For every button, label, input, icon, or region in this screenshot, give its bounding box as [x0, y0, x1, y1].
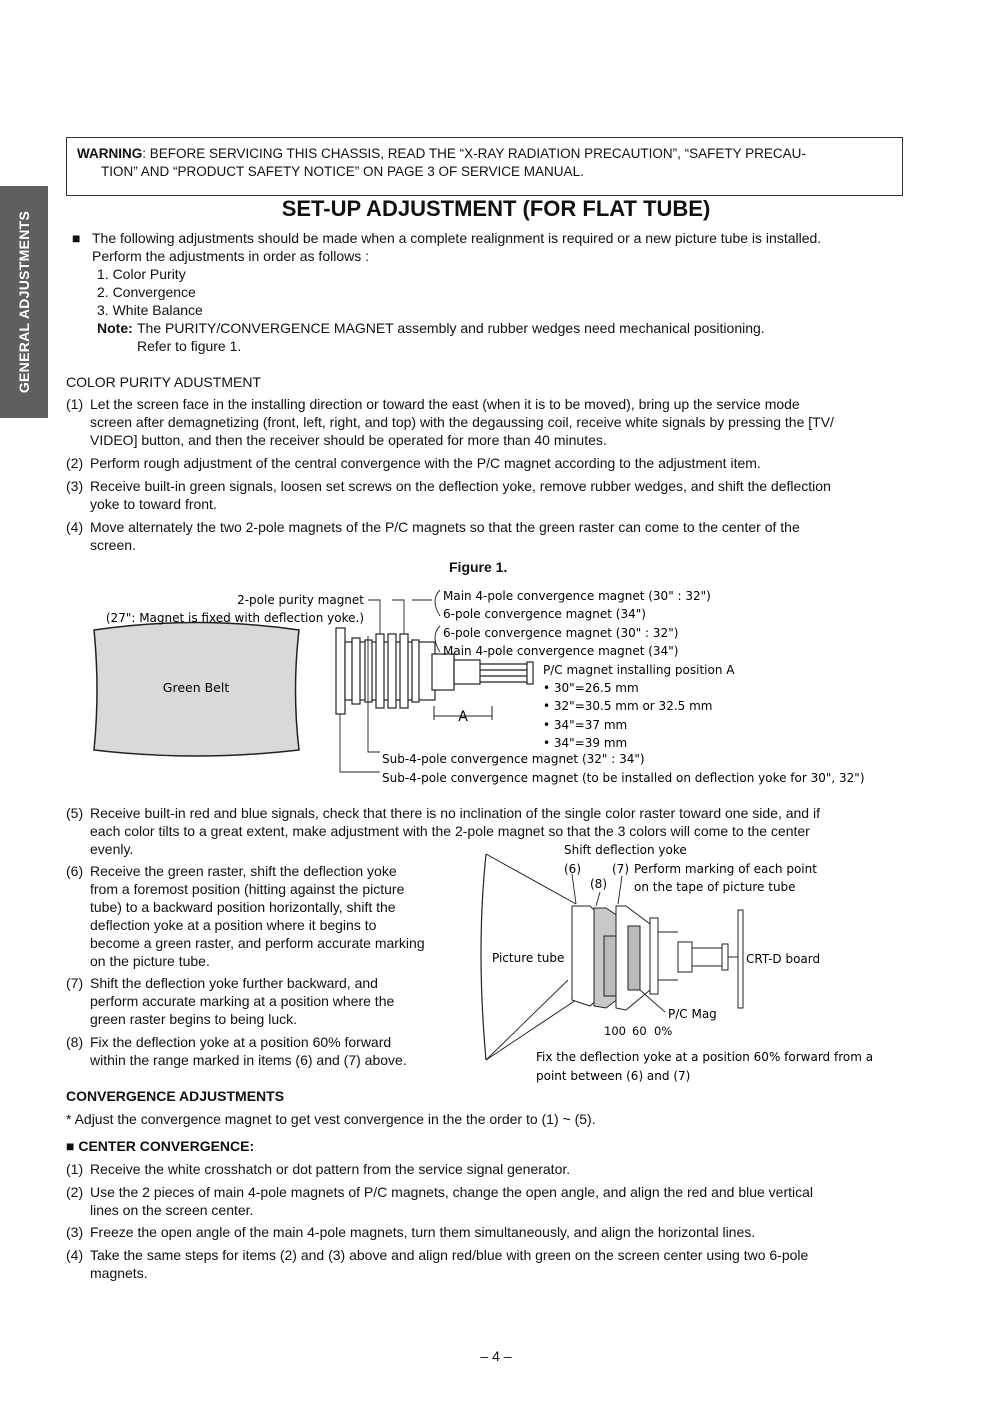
- intro-line-1: The following adjustments should be made when a complete realignment is required or a new picture tube is installed.: [92, 230, 822, 246]
- figure1-diagram: [0, 580, 992, 790]
- warning-line-1: WARNING: BEFORE SERVICING THIS CHASSIS, READ THE “X-RAY RADIATION PRECAUTION”, “SAFETY PRECAU-: [77, 146, 806, 161]
- pc-mag-label: P/C Mag: [668, 1007, 717, 1021]
- intro-bullet: ■: [72, 230, 81, 246]
- page-number: – 4 –: [480, 1348, 512, 1364]
- side-tab-label: GENERAL ADJUSTMENTS: [16, 210, 32, 394]
- warning-label: WARNING: [77, 146, 143, 161]
- figure2-diagram: [480, 840, 900, 1090]
- pc-value: • 34"=37 mm: [543, 718, 628, 732]
- note-line-2: Refer to figure 1.: [137, 338, 242, 354]
- purity-heading: COLOR PURITY ADUSTMENT: [66, 374, 261, 390]
- step-item: 3. White Balance: [97, 302, 203, 318]
- pc-value: • 34"=39 mm: [543, 736, 628, 750]
- dimension-a-label: A: [458, 709, 468, 725]
- warning-box: [66, 137, 903, 196]
- green-belt-label: Green Belt: [162, 680, 230, 695]
- pc-title: P/C magnet installing position A: [543, 663, 735, 677]
- fix-note: Fix the deflection yoke at a position 60% forward from a: [536, 1050, 874, 1064]
- fix-note: point between (6) and (7): [536, 1069, 691, 1083]
- crt-board-label: CRT-D board: [746, 952, 821, 966]
- neck-assembly: [336, 628, 533, 714]
- pc-value: • 32"=30.5 mm or 32.5 mm: [543, 699, 713, 713]
- sub-pole-label: Sub-4-pole convergence magnet (32" : 34"): [382, 752, 645, 766]
- pc-value: • 30"=26.5 mm: [543, 681, 639, 695]
- percent-label: 60: [632, 1024, 647, 1038]
- picture-tube-label: Picture tube: [492, 951, 565, 965]
- right-label: 6-pole convergence magnet (30" : 32"): [443, 626, 679, 640]
- marker-7: (7): [612, 862, 629, 876]
- tube-outline: [486, 854, 576, 904]
- center-convergence-heading: ■ CENTER CONVERGENCE:: [66, 1138, 255, 1154]
- right-label: 6-pole convergence magnet (34"): [443, 607, 646, 621]
- shift-yoke-label: Shift deflection yoke: [564, 843, 687, 857]
- perform-label: Perform marking of each point: [634, 862, 817, 876]
- marker-8: (8): [590, 877, 607, 891]
- two-pole-label: 2-pole purity magnet: [237, 593, 364, 607]
- perform-label: on the tape of picture tube: [634, 880, 796, 894]
- percent-label: 100: [604, 1024, 626, 1038]
- convergence-note: * Adjust the convergence magnet to get vest convergence in the the order to (1) ~ (5).: [66, 1111, 596, 1127]
- percent-label: 0%: [654, 1024, 673, 1038]
- step-item: 1. Color Purity: [97, 266, 186, 282]
- convergence-heading: CONVERGENCE ADJUSTMENTS: [66, 1088, 285, 1104]
- tube-face: [481, 854, 486, 1060]
- sub-pole-label: Sub-4-pole convergence magnet (to be installed on deflection yoke for 30", 32"): [382, 771, 865, 785]
- right-label: Main 4-pole convergence magnet (30" : 32"): [443, 589, 711, 603]
- two-pole-note: (27": Magnet is fixed with deflection yoke.): [105, 611, 364, 625]
- right-label: Main 4-pole convergence magnet (34"): [443, 644, 679, 658]
- note-line-1: The PURITY/CONVERGENCE MAGNET assembly and rubber wedges need mechanical positioning.: [137, 320, 765, 336]
- figure1-caption: Figure 1.: [449, 559, 508, 575]
- note-label: Note:: [97, 320, 133, 336]
- step-item: 2. Convergence: [97, 284, 196, 300]
- intro-line-2: Perform the adjustments in order as follows :: [92, 248, 370, 264]
- marker-6: (6): [564, 862, 581, 876]
- warning-line-2: TION” AND “PRODUCT SAFETY NOTICE” ON PAGE 3 OF SERVICE MANUAL.: [101, 164, 584, 179]
- deflection-yoke: [572, 906, 743, 1010]
- page-title: SET-UP ADJUSTMENT (FOR FLAT TUBE): [281, 196, 711, 221]
